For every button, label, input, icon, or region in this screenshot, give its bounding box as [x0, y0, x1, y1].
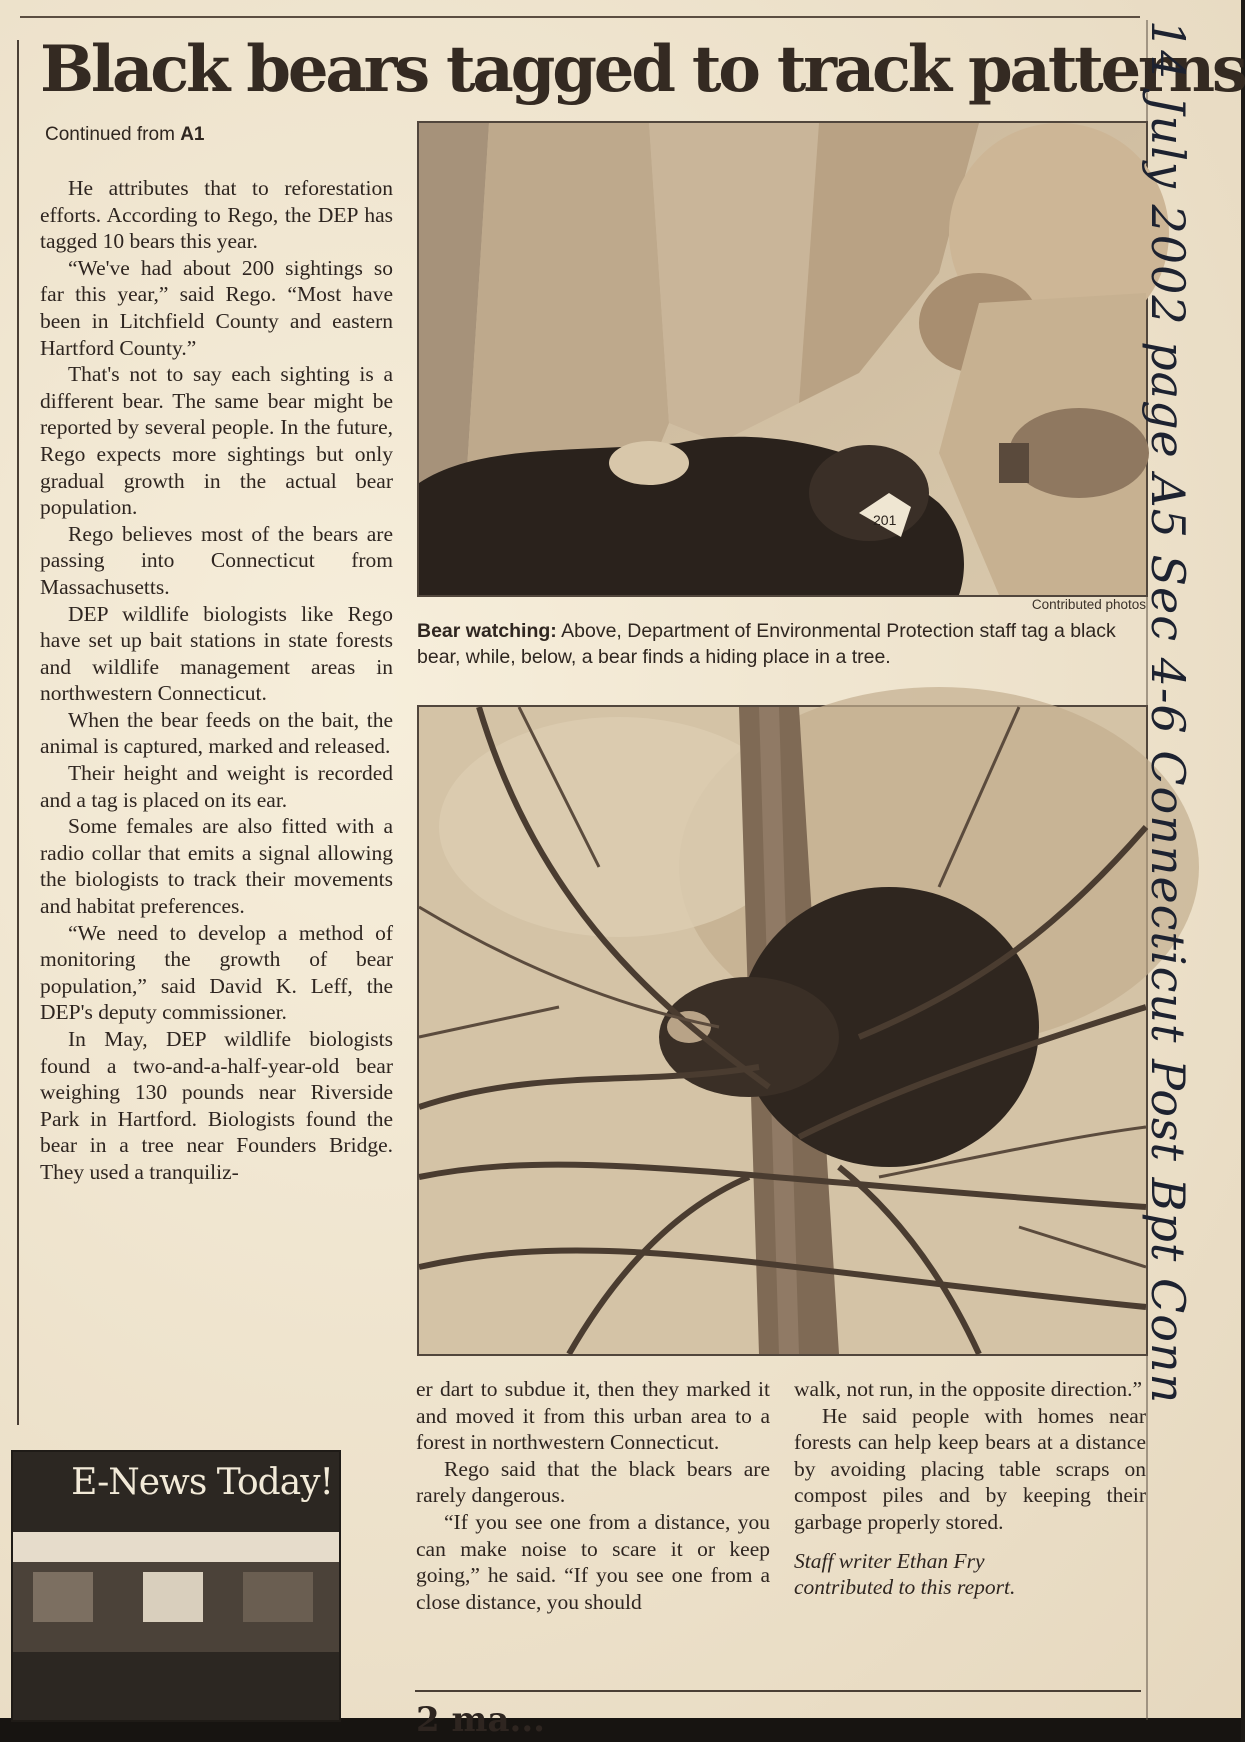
paragraph: That's not to say each sighting is a different bear. The same bear might be reported by several people. In the future, Rego expects more sightings but only gradual growth in the actual bear population.	[40, 362, 393, 520]
continued-prefix: Continued from	[45, 124, 181, 145]
next-headline-cutoff	[416, 1700, 796, 1716]
bear-in-tree-photo	[417, 705, 1148, 1356]
paragraph: walk, not run, in the opposite direction.”	[794, 1377, 1143, 1401]
paragraph: Rego believes most of the bears are passing into Connecticut from Massachusetts.	[40, 521, 393, 599]
paragraph: “We need to develop a method of monitoring the growth of bear population,” said David K. Leff, the DEP's deputy commissioner.	[40, 920, 393, 1025]
ad-photo	[13, 1532, 339, 1652]
article-column-2	[416, 1376, 770, 1615]
paragraph: er dart to subdue it, then they marked it and moved it from this urban area to a forest in northwestern Connecticut.	[416, 1377, 770, 1455]
handwritten-note: 14 July 2002 page A5 Sec 4-6 Connecticut Post Bpt Conn	[1141, 20, 1195, 1405]
paragraph: Some females are also fitted with a radio collar that emits a signal allowing the biologists to track their movements and habitat preferences.	[40, 814, 393, 919]
paragraph: Rego said that the black bears are rarely dangerous.	[416, 1456, 770, 1508]
photo-credit: Contributed photos	[1031, 597, 1146, 612]
paragraph: DEP wildlife biologists like Rego have set up bait stations in state forests and wildlife management areas in northwestern Connecticut.	[40, 601, 393, 706]
top-rule	[20, 16, 1140, 18]
ad-title: E-News Today!	[71, 1462, 333, 1503]
bottom-rule	[415, 1690, 1141, 1692]
byline-line-1: Staff writer Ethan Fry	[794, 1548, 985, 1573]
continued-from	[45, 124, 204, 146]
e-news-ad	[11, 1450, 341, 1722]
paragraph: He said people with homes near forests can help keep bears at a distance by avoiding placing table scraps on compost piles and by keeping their garbage properly stored.	[794, 1403, 1146, 1534]
bear-tagging-photo	[417, 121, 1148, 597]
headline: Black bears tagged to track patterns	[40, 32, 1245, 107]
paragraph: He attributes that to reforestation efforts. According to Rego, the DEP has tagged 10 bears this year.	[40, 176, 393, 254]
byline-line-2: contributed to this report.	[794, 1575, 1016, 1600]
ear-tag-number: 201	[873, 512, 897, 528]
paragraph: “If you see one from a distance, you can make noise to scare it or keep going,” he said. “If you see one from a close distance, you should	[416, 1509, 770, 1614]
paragraph: “We've had about 200 sightings so far this year,” said Rego. “Most have been in Litchfield County and eastern Hartford County.”	[40, 255, 393, 360]
paragraph: Their height and weight is recorded and a tag is placed on its ear.	[40, 761, 393, 812]
caption-text: Above, Department of Environmental Protection staff tag a black bear, while, below, a bear finds a hiding place in a tree.	[417, 620, 1116, 668]
photo-caption	[417, 618, 1147, 670]
paragraph: When the bear feeds on the bait, the animal is captured, marked and released.	[40, 707, 393, 759]
left-column-rule	[17, 40, 19, 1425]
paragraph: In May, DEP wildlife biologists found a two-and-a-half-year-old bear weighing 130 pounds near Riverside Park in Hartford. Biologists found the bear in a tree near Founders Bridge. They used a tranquiliz-	[40, 1027, 393, 1184]
continued-page: A1	[180, 124, 205, 145]
article-column-1	[40, 175, 393, 1186]
article-column-3	[794, 1376, 1146, 1601]
caption-lead: Bear watching:	[417, 620, 557, 642]
byline	[794, 1548, 1146, 1601]
